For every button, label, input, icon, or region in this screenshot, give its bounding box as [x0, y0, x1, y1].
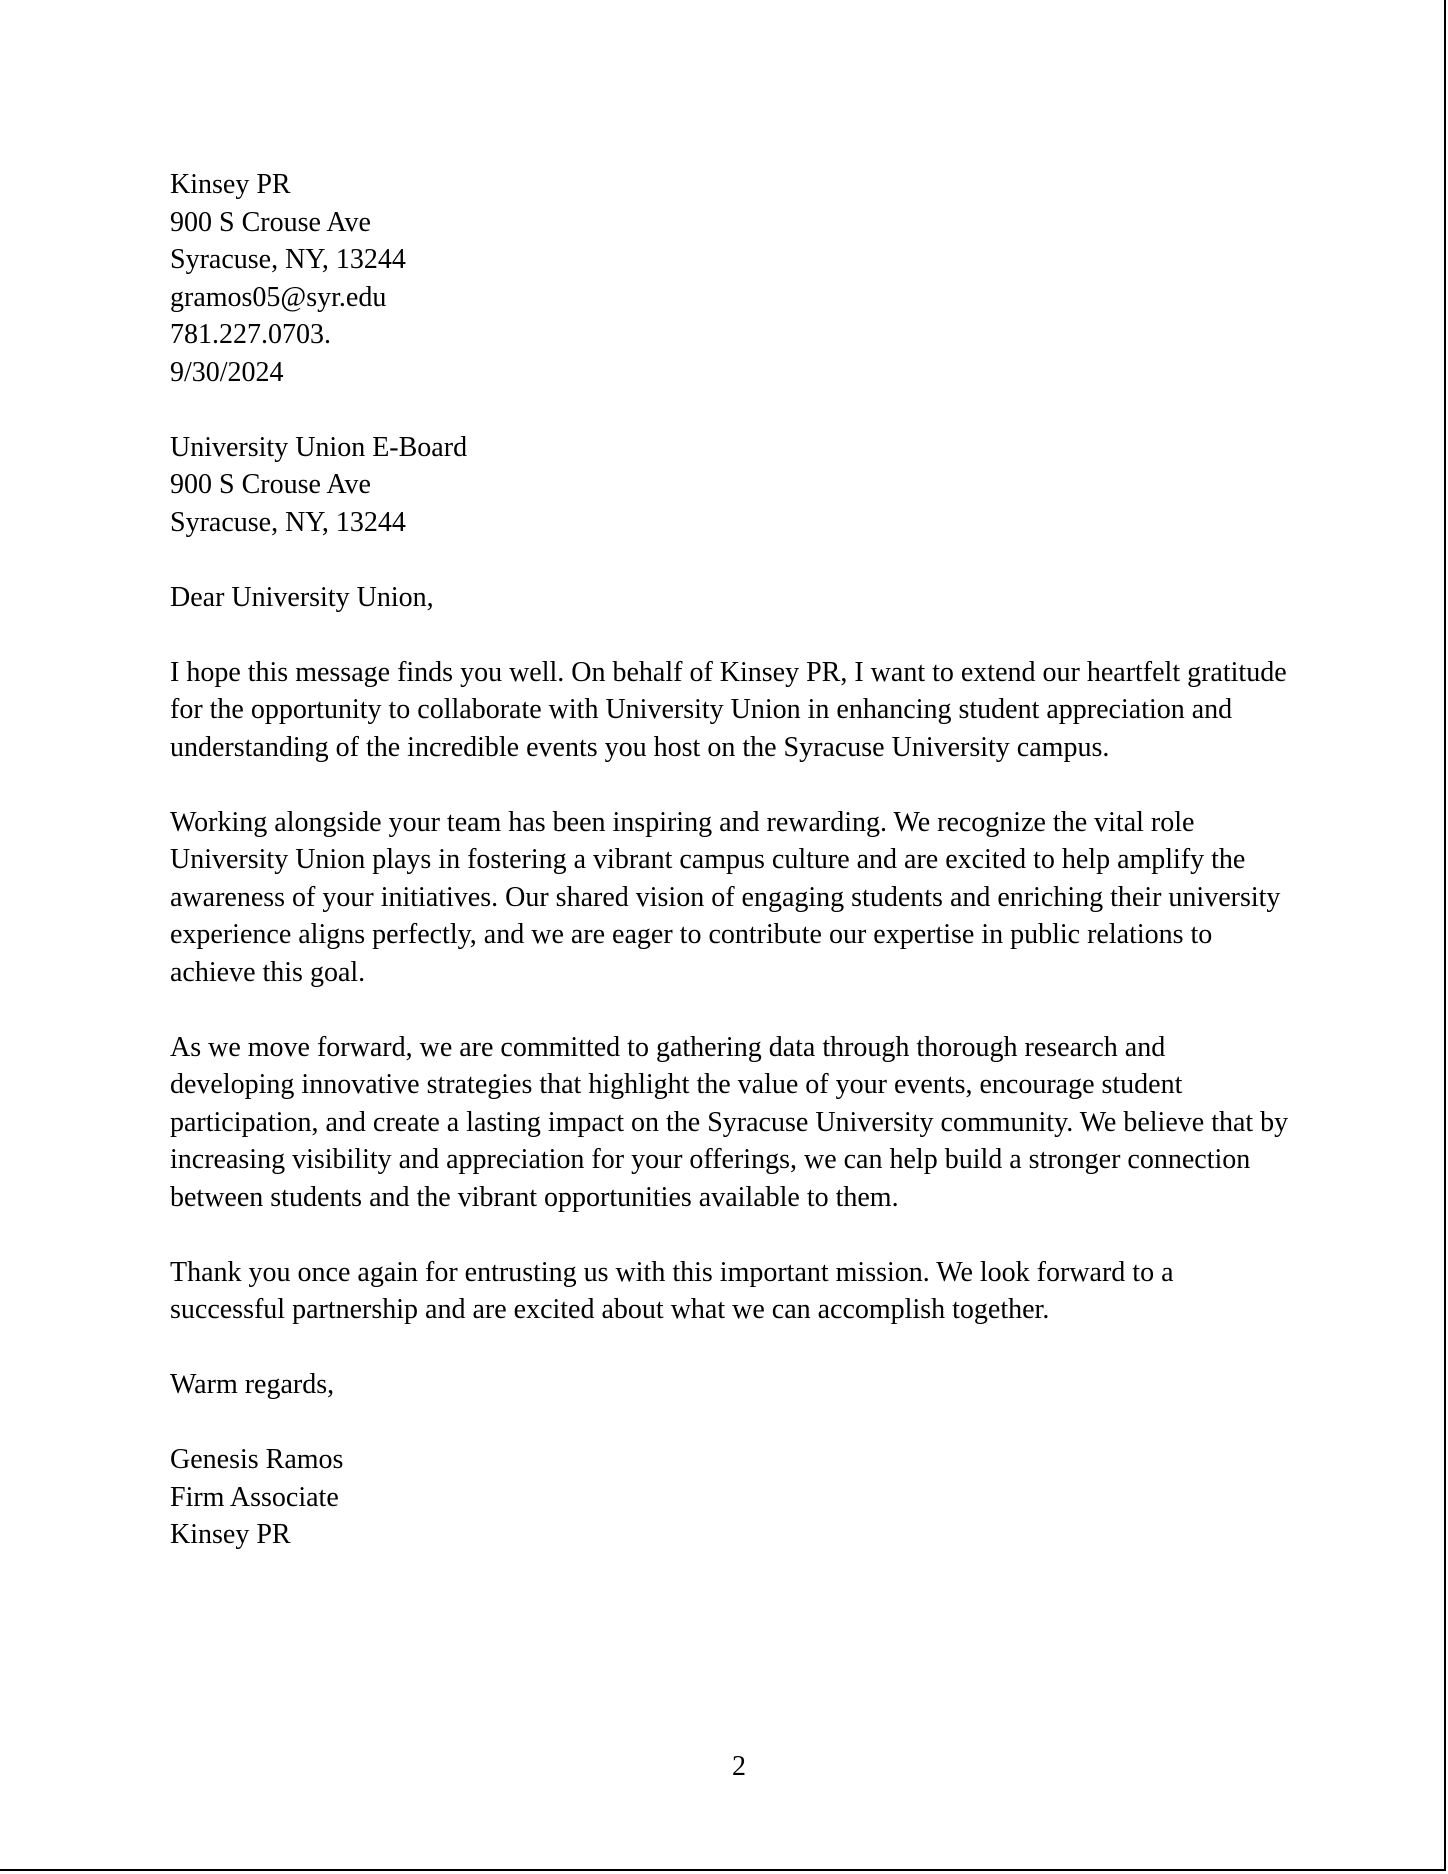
paragraph-line: developing innovative strategies that highlight the value of your events, encourage student	[170, 1069, 1183, 1100]
recipient-name: University Union E-Board	[170, 431, 468, 463]
paragraph	[170, 654, 1310, 767]
salutation: Dear University Union,	[170, 581, 434, 613]
sender-address-block	[170, 166, 1310, 391]
paragraph-line: successful partnership and are excited about what we can accomplish together.	[170, 1294, 1050, 1325]
letter-body	[170, 166, 1310, 1591]
closing: Warm regards,	[170, 1369, 335, 1400]
paragraph-line: increasing visibility and appreciation for your offerings, we can help build a stronger connection	[170, 1144, 1251, 1175]
recipient-street: 900 S Crouse Ave	[170, 469, 371, 500]
recipient-address-block	[170, 429, 1310, 542]
paragraph-line: for the opportunity to collaborate with University Union in enhancing student appreciation and	[170, 694, 1233, 725]
paragraph-line: understanding of the incredible events you host on the Syracuse University campus.	[170, 731, 1110, 763]
paragraph-line: University Union plays in fostering a vibrant campus culture and are excited to help amplify the	[170, 844, 1246, 875]
sender-email: gramos05@syr.edu	[170, 281, 387, 313]
paragraph	[170, 1254, 1310, 1329]
paragraph-line: experience aligns perfectly, and we are eager to contribute our expertise in public relations to	[170, 919, 1213, 950]
paragraph-line: achieve this goal.	[170, 956, 366, 988]
letter-date: 9/30/2024	[170, 356, 284, 388]
paragraph	[170, 804, 1310, 992]
paragraph-line: As we move forward, we are committed to gathering data through thorough research and	[170, 1031, 1166, 1063]
signature-company: Kinsey PR	[170, 1519, 291, 1550]
sender-name: Kinsey PR	[170, 169, 291, 200]
signature-title: Firm Associate	[170, 1481, 339, 1513]
paragraph-line: I hope this message finds you well. On behalf of Kinsey PR, I want to extend our heartfelt gratitude	[170, 656, 1287, 688]
salutation-block	[170, 579, 1310, 617]
page-number: 2	[732, 1751, 746, 1782]
sender-phone: 781.227.0703.	[170, 319, 331, 350]
paragraph	[170, 1029, 1310, 1217]
paragraph-line: awareness of your initiatives. Our shared vision of engaging students and enriching their university	[170, 881, 1281, 913]
signature-block	[170, 1441, 1310, 1554]
closing-block	[170, 1366, 1310, 1404]
paragraph-line: Thank you once again for entrusting us with this important mission. We look forward to a	[170, 1256, 1174, 1288]
recipient-city: Syracuse, NY, 13244	[170, 506, 406, 538]
paragraph-line: Working alongside your team has been inspiring and rewarding. We recognize the vital role	[170, 806, 1195, 838]
sender-city: Syracuse, NY, 13244	[170, 244, 406, 275]
paragraph-line: between students and the vibrant opportunities available to them.	[170, 1181, 899, 1213]
paragraph-line: participation, and create a lasting impact on the Syracuse University community. We believe that by	[170, 1106, 1289, 1138]
signature-name: Genesis Ramos	[170, 1444, 344, 1475]
sender-street: 900 S Crouse Ave	[170, 206, 371, 238]
